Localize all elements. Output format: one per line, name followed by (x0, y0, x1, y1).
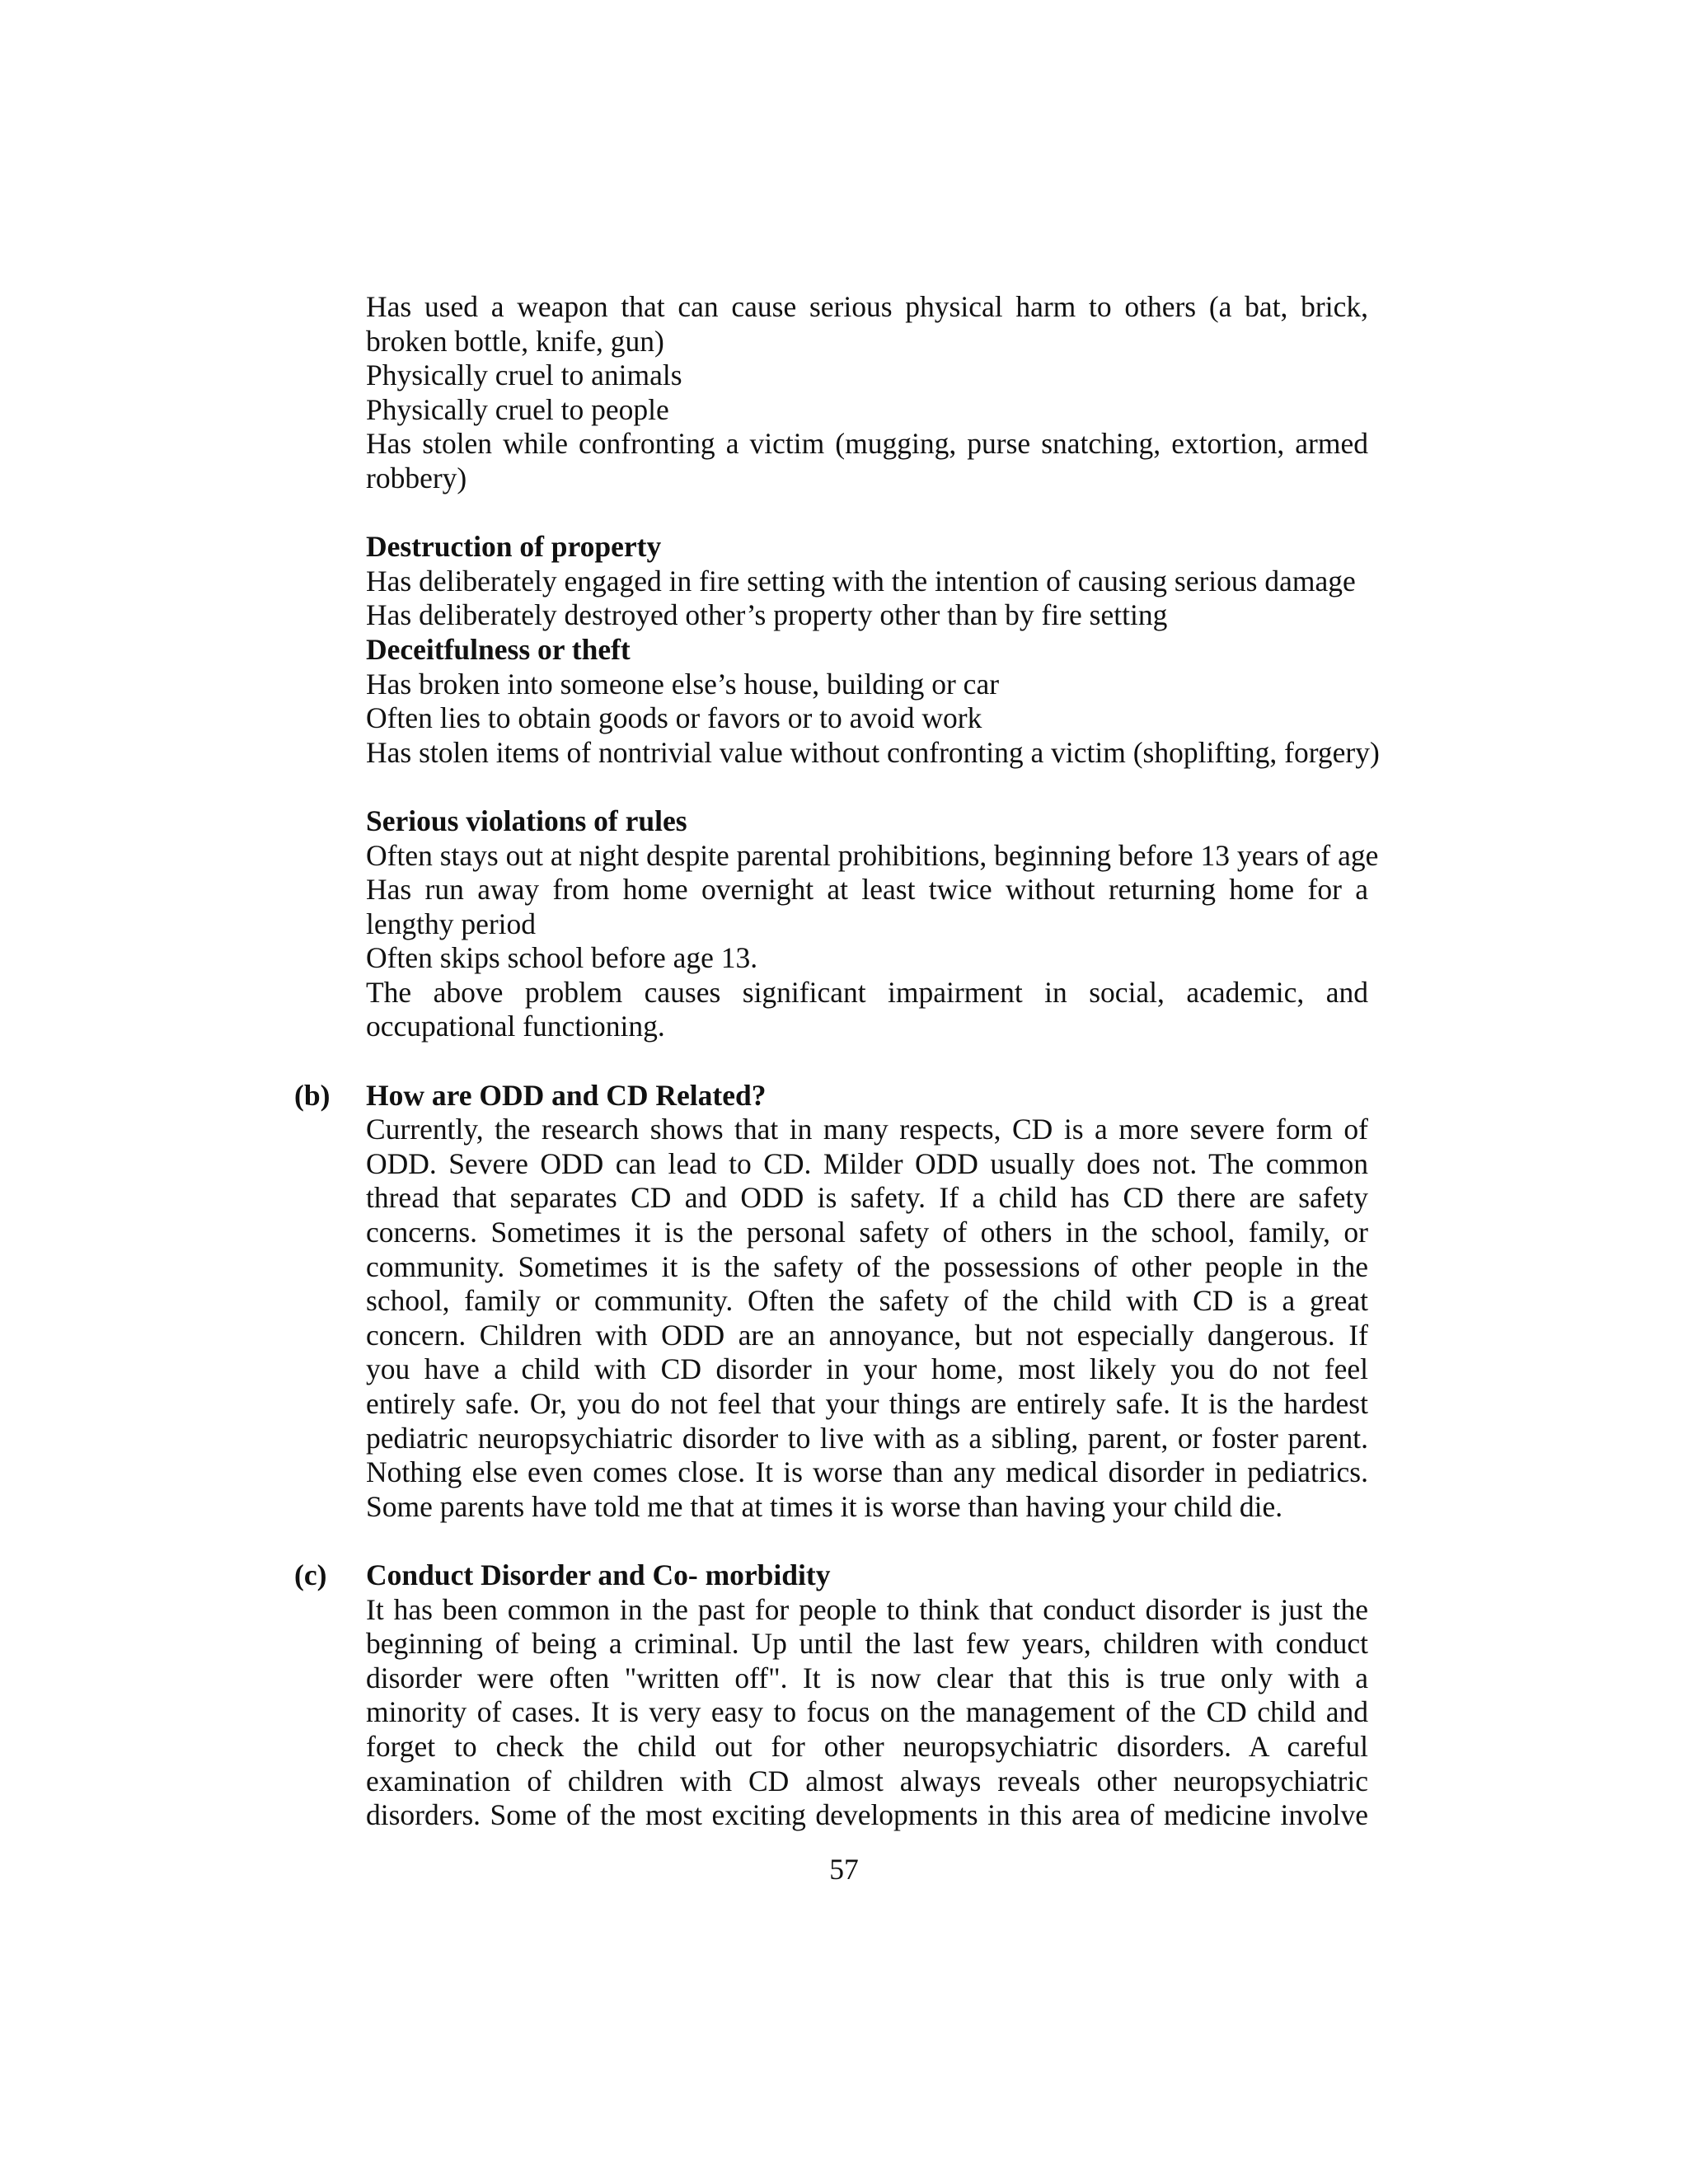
section-b-line: community. Sometimes it is the safety of the possessions of other people in the (366, 1249, 1368, 1283)
destruction-block (366, 530, 1368, 633)
intro-line: broken bottle, knife, gun) (366, 324, 664, 358)
section-c-line: disorder were often "written off". It is now clear that this is true only with a (366, 1661, 1368, 1694)
section-c-heading: Conduct Disorder and Co- morbidity (366, 1558, 831, 1591)
violations-heading: Serious violations of rules (366, 804, 687, 837)
section-b-line: pediatric neuropsychiatric disorder to live with as a sibling, parent, or foster parent. (366, 1421, 1368, 1455)
violations-line: occupational functioning. (366, 1010, 665, 1043)
section-c-line: forget to check the child out for other neuropsychiatric disorders. A careful (366, 1729, 1368, 1763)
destruction-line: Has deliberately destroyed other’s property other than by fire setting (366, 598, 1168, 632)
intro-line: Physically cruel to animals (366, 359, 682, 392)
spacer (366, 496, 1368, 531)
section-b-line: concerns. Sometimes it is the personal safety of others in the school, family, or (366, 1216, 1368, 1249)
intro-line: Has stolen while confronting a victim (mugging, purse snatching, extortion, armed (366, 427, 1368, 461)
section-b-label: (b) (294, 1078, 331, 1112)
page-body (294, 290, 1380, 1833)
section-b (294, 1078, 1368, 1525)
deceitfulness-heading: Deceitfulness or theft (366, 632, 631, 666)
spacer (366, 1044, 1368, 1079)
spacer (366, 1524, 1368, 1558)
section-c-line: It has been common in the past for people to think that conduct disorder is just the (366, 1592, 1368, 1626)
violations-line: The above problem causes significant impairment in social, academic, and (366, 975, 1368, 1009)
section-b-line: ODD. Severe ODD can lead to CD. Milder ODD usually does not. The common (366, 1146, 1368, 1180)
violations-line: Often stays out at night despite parental prohibitions, beginning before 13 years of age (366, 838, 1379, 872)
intro-line: robbery) (366, 461, 467, 494)
section-c-line: examination of children with CD almost always reveals other neuropsychiatric (366, 1764, 1368, 1797)
section-b-heading-row (294, 1078, 1368, 1113)
deceitfulness-line: Has broken into someone else’s house, building or car (366, 667, 1000, 701)
spacer (366, 770, 1368, 804)
destruction-line: Has deliberately engaged in fire setting with the intention of causing serious damage (366, 564, 1356, 598)
intro-block (366, 290, 1368, 496)
section-b-line: concern. Children with ODD are an annoyance, but not especially dangerous. If (366, 1318, 1368, 1352)
section-b-line: entirely safe. Or, you do not feel that your things are entirely safe. It is the hardest (366, 1387, 1368, 1420)
intro-line: Has used a weapon that can cause serious physical harm to others (a bat, brick, (366, 290, 1368, 323)
section-b-line: you have a child with CD disorder in your home, most likely you do not feel (366, 1352, 1368, 1386)
violations-line: Often skips school before age 13. (366, 941, 758, 975)
section-b-line: Nothing else even comes close. It is worse than any medical disorder in pediatrics. (366, 1455, 1368, 1489)
deceitfulness-block (366, 632, 1380, 770)
page-number: 57 (829, 1853, 859, 1886)
violations-block (366, 804, 1379, 1044)
section-b-line: Some parents have told me that at times it is worse than having your child die. (366, 1489, 1283, 1523)
intro-line: Physically cruel to people (366, 392, 669, 426)
section-b-heading: How are ODD and CD Related? (366, 1078, 767, 1112)
deceitfulness-line: Has stolen items of nontrivial value without confronting a victim (shoplifting, forgery) (366, 735, 1380, 769)
section-b-line: thread that separates CD and ODD is safety. If a child has CD there are safety (366, 1181, 1368, 1215)
section-b-line: Currently, the research shows that in many respects, CD is a more severe form of (366, 1113, 1368, 1146)
deceitfulness-line: Often lies to obtain goods or favors or to avoid work (366, 701, 982, 735)
violations-line: Has run away from home overnight at least twice without returning home for a (366, 873, 1368, 907)
section-b-line: school, family or community. Often the safety of the child with CD is a great (366, 1284, 1368, 1318)
section-c-line: minority of cases. It is very easy to focus on the management of the CD child and (366, 1695, 1368, 1729)
section-c-line: disorders. Some of the most exciting developments in this area of medicine involve (366, 1798, 1368, 1832)
section-c (294, 1558, 1368, 1833)
section-c-heading-row (294, 1558, 1368, 1593)
violations-line: lengthy period (366, 907, 537, 940)
destruction-heading: Destruction of property (366, 530, 662, 564)
section-c-label: (c) (294, 1558, 327, 1591)
section-c-line: beginning of being a criminal. Up until the last few years, children with conduct (366, 1627, 1368, 1661)
